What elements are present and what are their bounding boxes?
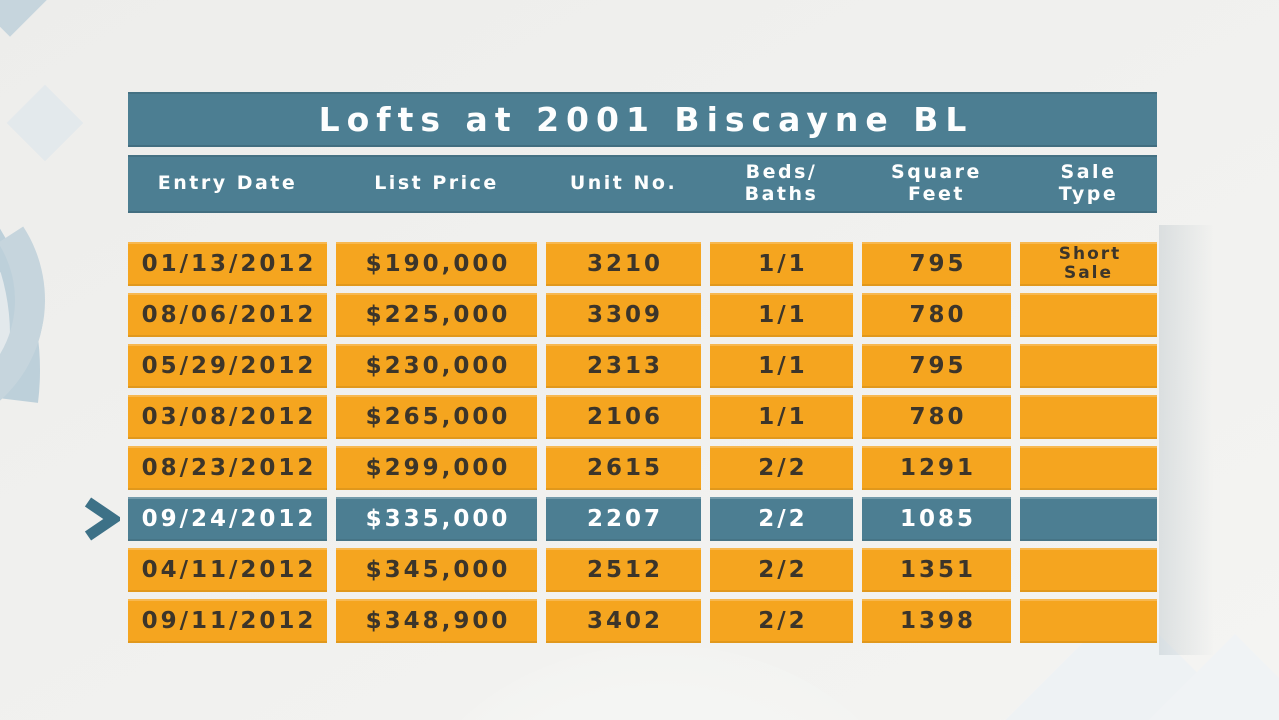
cell-beds-baths: 1/1 [710, 293, 853, 337]
chevron-right-icon [82, 496, 120, 542]
cell-list-price: $190,000 [336, 242, 537, 286]
cell-unit-no: 2615 [546, 446, 701, 490]
column-header-entry-date: Entry Date [157, 172, 298, 195]
cell-list-price: $225,000 [336, 293, 537, 337]
decor-diamond-icon [7, 85, 83, 161]
table-drop-shadow [1159, 225, 1229, 655]
cell-unit-no: 3210 [546, 242, 701, 286]
cell-list-price: $345,000 [336, 548, 537, 592]
column-header-list-price: List Price [374, 172, 499, 195]
table-row[interactable] [128, 242, 1157, 286]
cell-sale-type: Short Sale [1020, 242, 1157, 286]
cell-entry-date: 09/24/2012 [128, 497, 327, 541]
decor-circle-watermark [400, 645, 920, 720]
cell-entry-date: 09/11/2012 [128, 599, 327, 643]
cell-square-feet: 1291 [862, 446, 1011, 490]
cell-sale-type [1020, 599, 1157, 643]
row-marker [82, 496, 120, 542]
cell-entry-date: 03/08/2012 [128, 395, 327, 439]
table-row[interactable] [128, 548, 1157, 592]
cell-sale-type [1020, 548, 1157, 592]
decor-diamond-icon [0, 0, 47, 37]
cell-unit-no: 2106 [546, 395, 701, 439]
column-header-bar [128, 155, 1157, 213]
cell-beds-baths: 2/2 [710, 446, 853, 490]
cell-list-price: $265,000 [336, 395, 537, 439]
table-row[interactable] [128, 344, 1157, 388]
cell-beds-baths: 2/2 [710, 548, 853, 592]
table-rows [128, 242, 1157, 643]
column-header-square-feet: Square Feet [891, 161, 982, 205]
table-title-bar [128, 92, 1157, 147]
cell-unit-no: 3309 [546, 293, 701, 337]
cell-square-feet: 1085 [862, 497, 1011, 541]
cell-unit-no: 2313 [546, 344, 701, 388]
cell-unit-no: 3402 [546, 599, 701, 643]
cell-list-price: $348,900 [336, 599, 537, 643]
table-row[interactable] [128, 395, 1157, 439]
cell-sale-type [1020, 497, 1157, 541]
table-row[interactable] [128, 497, 1157, 541]
decor-arc-icon [0, 44, 86, 626]
decor-arc-icon [0, 228, 2, 393]
cell-unit-no: 2207 [546, 497, 701, 541]
cell-list-price: $335,000 [336, 497, 537, 541]
cell-list-price: $299,000 [336, 446, 537, 490]
cell-sale-type [1020, 395, 1157, 439]
cell-square-feet: 795 [862, 242, 1011, 286]
cell-square-feet: 780 [862, 395, 1011, 439]
cell-sale-type [1020, 293, 1157, 337]
column-header-beds-baths: Beds/ Baths [744, 161, 819, 205]
decor-arc-icon [0, 0, 149, 720]
listings-table [128, 92, 1157, 643]
cell-sale-type [1020, 344, 1157, 388]
cell-entry-date: 08/23/2012 [128, 446, 327, 490]
decor-arc-icon [0, 140, 70, 460]
cell-beds-baths: 2/2 [710, 599, 853, 643]
table-row[interactable] [128, 293, 1157, 337]
cell-unit-no: 2512 [546, 548, 701, 592]
column-header-unit-no: Unit No. [569, 172, 678, 195]
cell-beds-baths: 1/1 [710, 395, 853, 439]
cell-entry-date: 04/11/2012 [128, 548, 327, 592]
cell-square-feet: 780 [862, 293, 1011, 337]
cell-beds-baths: 2/2 [710, 497, 853, 541]
cell-entry-date: 05/29/2012 [128, 344, 327, 388]
cell-sale-type [1020, 446, 1157, 490]
cell-beds-baths: 1/1 [710, 242, 853, 286]
cell-beds-baths: 1/1 [710, 344, 853, 388]
table-title: Lofts at 2001 Biscayne BL [318, 100, 974, 139]
column-header-sale-type: Sale Type [1058, 161, 1119, 205]
cell-entry-date: 08/06/2012 [128, 293, 327, 337]
cell-entry-date: 01/13/2012 [128, 242, 327, 286]
cell-square-feet: 1398 [862, 599, 1011, 643]
cell-list-price: $230,000 [336, 344, 537, 388]
cell-square-feet: 795 [862, 344, 1011, 388]
cell-square-feet: 1351 [862, 548, 1011, 592]
table-row[interactable] [128, 599, 1157, 643]
table-row[interactable] [128, 446, 1157, 490]
